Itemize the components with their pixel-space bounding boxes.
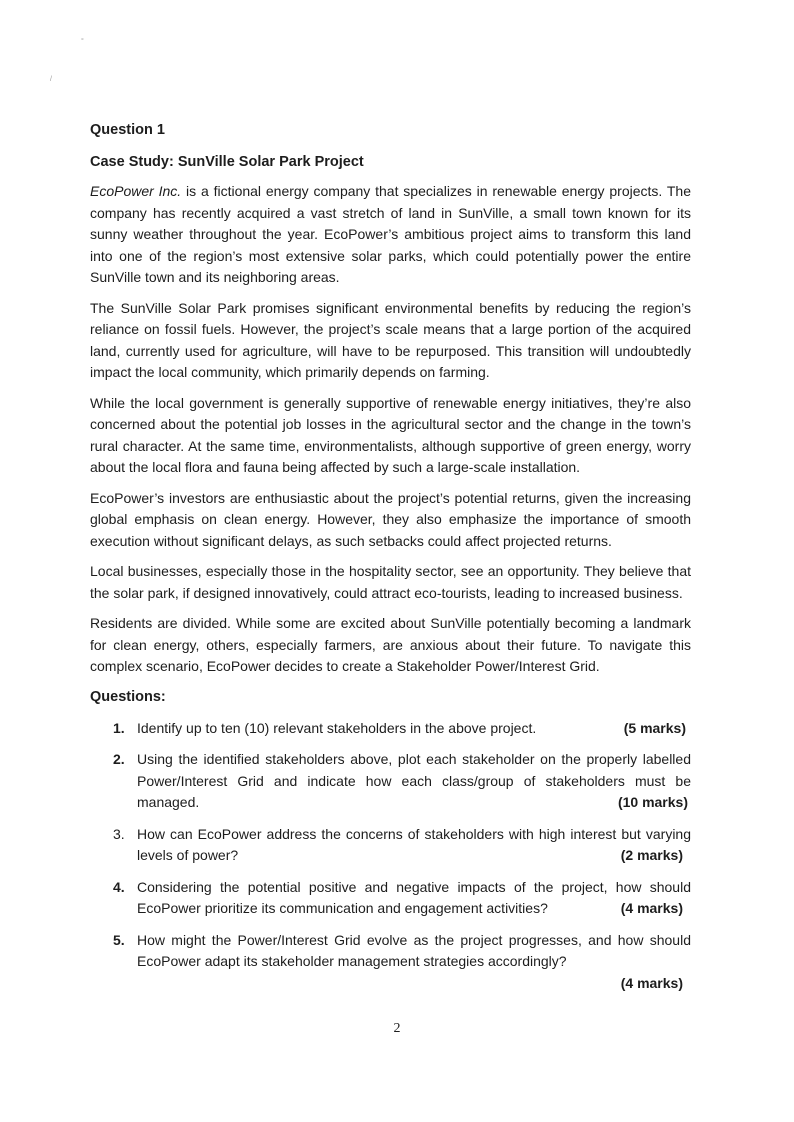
question-item-3	[90, 824, 691, 867]
question-item-2	[90, 749, 691, 814]
page-number: 2	[393, 1021, 401, 1036]
question-text-body: How can EcoPower address the concerns of stakeholders with high interest but varying levels of power?	[137, 825, 691, 863]
question-marks: (10 marks)	[617, 794, 688, 810]
question-number: 5.	[113, 931, 125, 948]
question-text	[137, 749, 691, 814]
question-marks: (2 marks)	[620, 847, 683, 863]
paragraph-government: While the local government is generally supportive of renewable energy initiatives, they’re also concerned about the potential job losses in the agricultural sector and the change in the town’s rural character. At the same time, environmentalists, although supportive of green energy, worry about the local flora and fauna being affected by such a large-scale installation.	[90, 394, 691, 475]
question-marks: (4 marks)	[620, 974, 683, 991]
question-text: How might the Power/Interest Grid evolve as the project progresses, and how should EcoPower adapt its stakeholder management strategies accordingly?	[137, 931, 691, 969]
question-text-body: Considering the potential positive and negative impacts of the project, how should EcoPower prioritize its communication and engagement activities?	[137, 878, 691, 916]
paragraph-environment: The SunVille Solar Park promises significant environmental benefits by reducing the region’s reliance on fossil fuels. However, the project’s scale means that a large portion of the acquired land, currently used for agriculture, will have to be repurposed. This transition will undoubtedly impact the local community, which primarily depends on farming.	[90, 299, 691, 380]
question-text: Identify up to ten (10) relevant stakeholders in the above project.	[137, 719, 537, 736]
paragraph-intro	[90, 181, 691, 289]
question-heading: Question 1	[90, 122, 165, 138]
scan-speck: °	[81, 38, 84, 45]
question-item-5	[90, 930, 691, 995]
question-number: 1.	[113, 719, 125, 736]
paragraph-investors: EcoPower’s investors are enthusiastic about the project’s potential returns, given the increasing global emphasis on clean energy. However, they also emphasize the importance of smooth execution without significant delays, as such setbacks could affect projected returns.	[90, 489, 691, 549]
question-text-body: Using the identified stakeholders above, plot each stakeholder on the properly labelled Power/Interest Grid and indicate how each class/group of stakeholders must be managed.	[137, 751, 691, 810]
paragraph-intro-text: is a fictional energy company that specializes in renewable energy projects. The company has recently acquired a vast stretch of land in SunVille, a small town known for its sunny weather throughout the year. EcoPower’s ambitious project aims to transform this land into one of the region’s most extensive solar parks, which could potentially power the entire SunVille town and its neighboring areas.	[90, 183, 691, 285]
question-text	[137, 824, 691, 867]
questions-heading: Questions:	[90, 688, 166, 705]
question-number: 3.	[113, 825, 125, 842]
question-marks: (4 marks)	[620, 900, 683, 916]
question-text	[137, 877, 691, 920]
page-content	[90, 120, 691, 1004]
question-item-4	[90, 877, 691, 920]
paragraph-businesses: Local businesses, especially those in the hospitality sector, see an opportunity. They believe that the solar park, if designed innovatively, could attract eco-tourists, leading to increased business.	[90, 563, 691, 601]
paragraph-residents: Residents are divided. While some are excited about SunVille potentially becoming a landmark for clean energy, others, especially farmers, are anxious about their future. To navigate this complex scenario, EcoPower decides to create a Stakeholder Power/Interest Grid.	[90, 615, 691, 674]
scan-speck: /	[50, 76, 52, 83]
case-study-title: Case Study: SunVille Solar Park Project	[90, 154, 364, 170]
question-item-1	[90, 718, 691, 740]
question-marks: (5 marks)	[623, 719, 686, 736]
question-number: 2.	[113, 751, 125, 767]
questions-list	[90, 718, 691, 995]
company-name: EcoPower Inc.	[90, 183, 182, 199]
question-number: 4.	[113, 878, 125, 895]
